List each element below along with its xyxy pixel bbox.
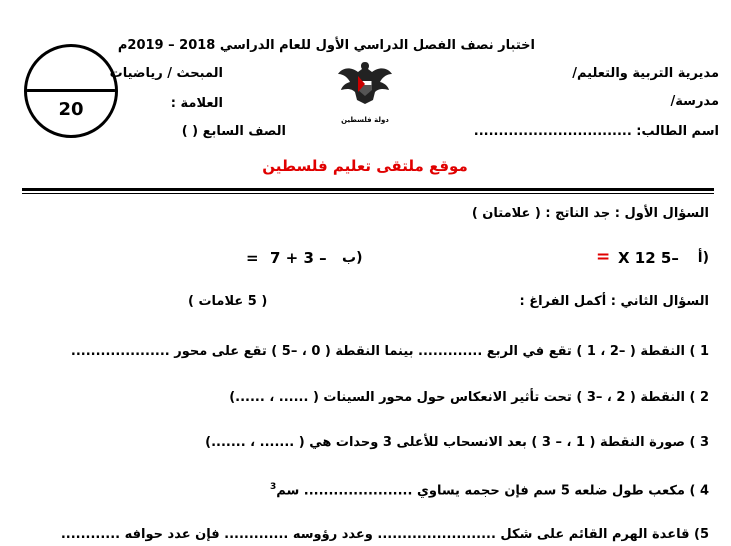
q2-item-text: النقطة ( –2 ، 1 ) تقع في الربع ............. بينما النقطة ( 0 ، –5 ) تقع على محور ....................: [70, 344, 685, 359]
q2-item: [270, 482, 709, 498]
exam-title: اختبار نصف الفصل الدراسي الأول للعام الدراسي 2018 – 2019م: [117, 38, 535, 53]
q1-a-expression: –5 X 12: [618, 249, 679, 267]
q2-item: [61, 527, 709, 542]
q2-item-text: مكعب طول ضلعه 5 سم فإن حجمه يساوي ...................... سم: [276, 483, 685, 499]
student-name-field: اسم الطالب: ................................: [473, 124, 719, 139]
q2-item: [205, 435, 709, 450]
q2-item-number: 5): [694, 527, 709, 542]
palestine-emblem-icon: [334, 56, 396, 116]
mark-label: العلامة :: [170, 96, 223, 111]
header-divider-thin: [22, 193, 714, 194]
q2-item-text: النقطة ( 2 ، –3 ) تحت تأثير الانعكاس حول محور السينات ( ...... ، ......): [229, 390, 685, 405]
school-label: مدرسة/: [670, 94, 719, 109]
q2-item-number: 2 ): [689, 390, 709, 405]
q2-marks: ( 5 علامات ): [188, 294, 268, 309]
q2-item-superscript: 3: [270, 482, 277, 492]
emblem-caption: دولة فلسطين: [341, 116, 389, 124]
q2-item-text: قاعدة الهرم القائم على شكل ........................ وعدد رؤوسه ............. فإن عدد حوافه ............: [60, 527, 690, 542]
q2-item-text: صورة النقطة ( 1 ، – 3 ) بعد الانسحاب للأعلى 3 وحدات هي ( ....... ، .......): [205, 435, 685, 450]
q2-title: السؤال الثاني : أكمل الفراغ :: [519, 294, 709, 309]
score-circle-divider: [27, 89, 115, 92]
header-divider-thick: [22, 188, 714, 191]
site-name: موقع ملتقى تعليم فلسطين: [262, 157, 468, 175]
q1-a-equals: =: [596, 247, 611, 267]
subject-label: المبحث / رياضيات: [109, 66, 223, 81]
total-score: 20: [58, 99, 84, 120]
q1-b-equals: =: [246, 249, 259, 267]
score-circle: [24, 44, 118, 138]
q1-a-label: أ): [697, 250, 709, 266]
q2-item: [71, 344, 709, 359]
q2-item: [229, 390, 709, 405]
directorate-label: مديرية التربية والتعليم/: [572, 66, 719, 81]
q2-item-number: 3 ): [689, 435, 709, 450]
q2-item-number: 4 ): [689, 483, 709, 499]
q1-b-expression: – 3 + 7: [270, 249, 327, 267]
q1-title: السؤال الأول : جد الناتج : ( علامتان ): [471, 206, 709, 221]
q2-item-number: 1 ): [689, 344, 709, 359]
q1-b-label: ب): [342, 250, 363, 266]
grade-label: الصف السابع ( ): [181, 124, 286, 139]
